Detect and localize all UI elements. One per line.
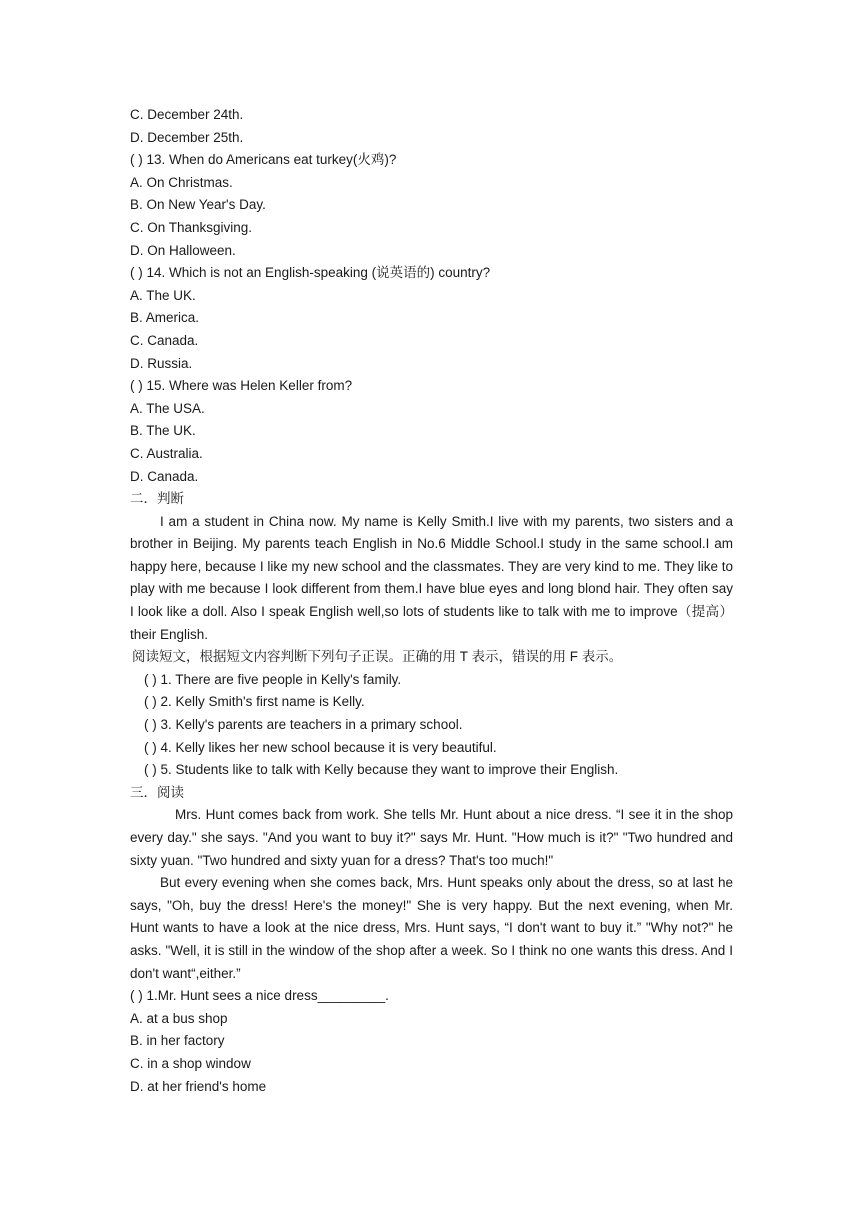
- option-line: B. The UK.: [130, 423, 196, 439]
- true-false-item: ( ) 3. Kelly's parents are teachers in a primary school.: [144, 717, 463, 733]
- section2-judgement: [130, 488, 733, 782]
- question-line: ( ) 14. Which is not an English-speaking (说英语的) country?: [130, 265, 491, 281]
- section3-reading: [130, 782, 733, 1098]
- option-line: D. at her friend's home: [130, 1078, 267, 1094]
- question-line: ( ) 15. Where was Helen Keller from?: [130, 378, 353, 394]
- document-page: [130, 104, 733, 1098]
- passage-paragraph: I am a student in China now. My name is Kelly Smith.I live with my parents, two sisters and a brother in Beijing. My parents teach English in No.6 Middle School.I study in the same school.I am happy here, because I like my new school and the classmates. They are very kind to me. They like to play with me because I look different from them.I have blue eyes and long blond hair. They often say I look like a doll. Also I speak English well,so lots of students like to talk with me to improve（提高）their English.: [130, 513, 733, 642]
- option-line: A. at a bus shop: [130, 1010, 228, 1026]
- option-line: C. Australia.: [130, 445, 203, 461]
- option-line: C. in a shop window: [130, 1055, 251, 1071]
- option-line: B. in her factory: [130, 1033, 225, 1049]
- option-line: C. On Thanksgiving.: [130, 219, 253, 235]
- true-false-item: ( ) 4. Kelly likes her new school because it is very beautiful.: [144, 739, 497, 755]
- option-line: C. Canada.: [130, 332, 199, 348]
- section-heading: 三．阅读: [130, 784, 184, 801]
- section-heading: 二．判断: [130, 491, 184, 508]
- true-false-item: ( ) 5. Students like to talk with Kelly because they want to improve their English.: [144, 762, 619, 778]
- option-line: D. December 25th.: [130, 129, 244, 145]
- option-line: D. On Halloween.: [130, 242, 236, 258]
- question-line: ( ) 1.Mr. Hunt sees a nice dress_________.: [130, 988, 389, 1004]
- option-line: A. The USA.: [130, 400, 205, 416]
- option-line: D. Russia.: [130, 355, 193, 371]
- passage-paragraph: But every evening when she comes back, Mrs. Hunt speaks only about the dress, so at last he says, "Oh, buy the dress! Here's the money!" She is very happy. But the next evening, when Mr. Hunt wants to have a look at the nice dress, Mrs. Hunt says, “I don't want to buy it.” "Why not?" he asks. "Well, it is still in the window of the shop after a week. So I think no one wants this dress. And I don't want“,either.”: [130, 875, 733, 981]
- true-false-item: ( ) 2. Kelly Smith's first name is Kelly.: [144, 694, 365, 710]
- question-line: ( ) 13. When do Americans eat turkey(火鸡)?: [130, 152, 397, 168]
- option-line: D. Canada.: [130, 468, 199, 484]
- section1-tail: [130, 104, 733, 488]
- option-line: B. On New Year's Day.: [130, 197, 266, 213]
- option-line: A. On Christmas.: [130, 174, 233, 190]
- instruction-text: 阅读短文，根据短文内容判断下列句子正误。正确的用 T 表示，错误的用 F 表示。: [132, 649, 623, 665]
- passage-paragraph: Mrs. Hunt comes back from work. She tells Mr. Hunt about a nice dress. “I see it in the shop every day." she says. "And you want to buy it?" says Mr. Hunt. "How much is it?" "Two hundred and sixty yuan. "Two hundred and sixty yuan for a dress? That's too much!": [130, 807, 733, 868]
- true-false-item: ( ) 1. There are five people in Kelly's family.: [144, 671, 402, 687]
- option-line: B. America.: [130, 310, 200, 326]
- option-line: C. December 24th.: [130, 107, 244, 122]
- option-line: A. The UK.: [130, 287, 196, 303]
